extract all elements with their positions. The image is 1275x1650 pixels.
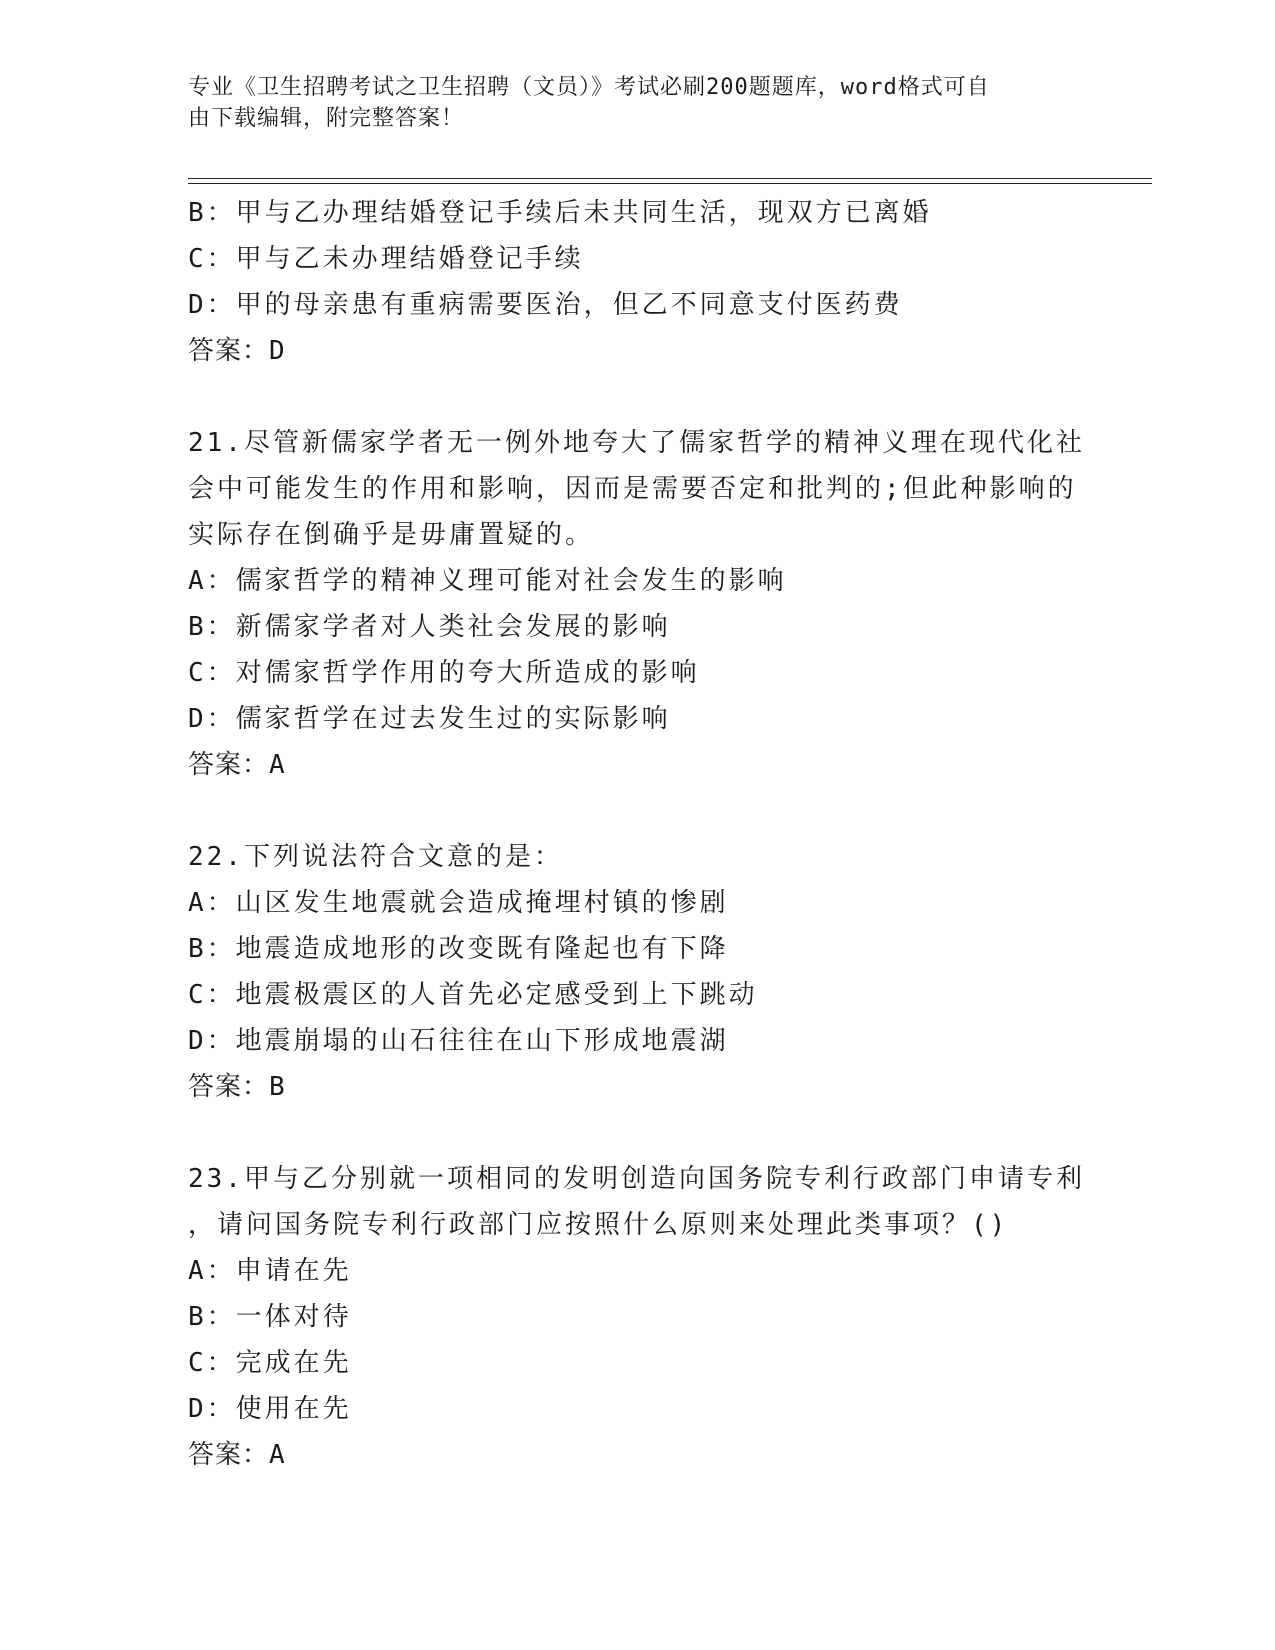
answer-line: 答案：A [188,1440,286,1470]
option-line: C：甲与乙未办理结婚登记手续 [188,244,584,274]
document-header [188,72,1068,134]
question-block [188,1156,1088,1478]
answer-line: 答案：D [188,336,286,366]
question-stem-line: 实际存在倒确乎是毋庸置疑的。 [188,520,595,550]
question-block [188,420,1088,788]
question-list [188,190,1088,1478]
option-line: B：地震造成地形的改变既有隆起也有下降 [188,934,729,964]
header-divider [188,178,1152,179]
option-line: C：对儒家哲学作用的夸大所造成的影响 [188,658,700,688]
option-line: D：儒家哲学在过去发生过的实际影响 [188,704,671,734]
question-stem-line: ，请问国务院专利行政部门应按照什么原则来处理此类事项？() [188,1210,1009,1240]
option-line: C：地震极震区的人首先必定感受到上下跳动 [188,980,758,1010]
question-stem-line: 会中可能发生的作用和影响，因而是需要否定和批判的;但此种影响的 [188,474,1077,504]
question-stem-line: 21.尽管新儒家学者无一例外地夸大了儒家哲学的精神义理在现代化社 [188,428,1085,458]
header-line: 专业《卫生招聘考试之卫生招聘（文员）》考试必刷200题题库，word格式可自 [188,75,990,100]
option-line: A：儒家哲学的精神义理可能对社会发生的影响 [188,566,787,596]
answer-line: 答案：A [188,750,286,780]
question-stem-line: 22.下列说法符合文意的是： [188,842,563,872]
option-line: B：甲与乙办理结婚登记手续后未共同生活，现双方已离婚 [188,198,932,228]
option-line: D：地震崩塌的山石往往在山下形成地震湖 [188,1026,729,1056]
option-line: C：完成在先 [188,1348,352,1378]
header-line: 由下载编辑，附完整答案！ [188,106,465,131]
option-line: A：山区发生地震就会造成掩埋村镇的惨剧 [188,888,729,918]
option-line: B：新儒家学者对人类社会发展的影响 [188,612,671,642]
question-block [188,834,1088,1110]
option-line: A：申请在先 [188,1256,352,1286]
option-line: D：使用在先 [188,1394,352,1424]
option-line: B：一体对待 [188,1302,352,1332]
answer-line: 答案：B [188,1072,286,1102]
question-stem-line: 23.甲与乙分别就一项相同的发明创造向国务院专利行政部门申请专利 [188,1164,1085,1194]
question-block [188,190,1088,374]
header-divider [188,183,1152,184]
option-line: D：甲的母亲患有重病需要医治，但乙不同意支付医药费 [188,290,903,320]
